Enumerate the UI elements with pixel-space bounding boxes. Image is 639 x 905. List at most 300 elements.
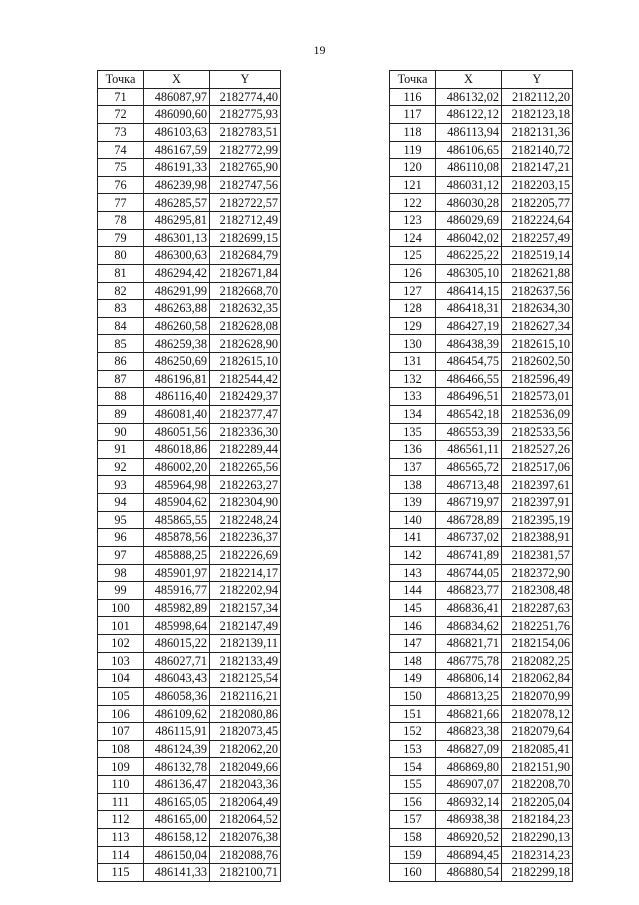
cell-point: 126 — [390, 264, 436, 282]
table-row — [98, 388, 281, 406]
table-row — [390, 758, 573, 776]
cell-x: 486542,18 — [436, 405, 502, 423]
table-row — [98, 176, 281, 194]
cell-x: 486821,66 — [436, 705, 502, 723]
cell-x: 486113,94 — [436, 123, 502, 141]
cell-y: 2182112,20 — [502, 88, 573, 106]
table-row — [98, 599, 281, 617]
cell-point: 160 — [390, 864, 436, 882]
table-row — [390, 388, 573, 406]
cell-x: 486496,51 — [436, 388, 502, 406]
cell-point: 101 — [98, 617, 144, 635]
cell-x: 486920,52 — [436, 828, 502, 846]
table-row — [390, 494, 573, 512]
cell-y: 2182202,94 — [210, 582, 281, 600]
cell-y: 2182205,77 — [502, 194, 573, 212]
cell-x: 486090,60 — [144, 106, 210, 124]
table-row — [390, 405, 573, 423]
table-row — [390, 635, 573, 653]
cell-y: 2182289,44 — [210, 441, 281, 459]
cell-y: 2182299,18 — [502, 864, 573, 882]
cell-x: 486291,99 — [144, 282, 210, 300]
cell-point: 151 — [390, 705, 436, 723]
cell-point: 123 — [390, 212, 436, 230]
cell-point: 84 — [98, 317, 144, 335]
cell-x: 486141,33 — [144, 864, 210, 882]
cell-y: 2182203,15 — [502, 176, 573, 194]
cell-y: 2182783,51 — [210, 123, 281, 141]
cell-point: 125 — [390, 247, 436, 265]
cell-x: 486295,81 — [144, 212, 210, 230]
table-row — [98, 617, 281, 635]
cell-point: 121 — [390, 176, 436, 194]
table-row — [98, 353, 281, 371]
cell-x: 486565,72 — [436, 458, 502, 476]
cell-y: 2182043,36 — [210, 776, 281, 794]
cell-y: 2182154,06 — [502, 635, 573, 653]
cell-x: 486806,14 — [436, 670, 502, 688]
cell-y: 2182078,12 — [502, 705, 573, 723]
table-row — [390, 282, 573, 300]
cell-point: 129 — [390, 317, 436, 335]
table-row — [98, 758, 281, 776]
cell-x: 485878,56 — [144, 529, 210, 547]
table-row — [98, 705, 281, 723]
table-row — [390, 529, 573, 547]
cell-y: 2182397,61 — [502, 476, 573, 494]
cell-y: 2182602,50 — [502, 353, 573, 371]
cell-x: 486775,78 — [436, 652, 502, 670]
cell-point: 104 — [98, 670, 144, 688]
cell-y: 2182596,49 — [502, 370, 573, 388]
cell-y: 2182100,71 — [210, 864, 281, 882]
cell-x: 485982,89 — [144, 599, 210, 617]
cell-x: 486414,15 — [436, 282, 502, 300]
cell-point: 73 — [98, 123, 144, 141]
cell-x: 486015,22 — [144, 635, 210, 653]
cell-y: 2182248,24 — [210, 511, 281, 529]
table-row — [98, 159, 281, 177]
cell-point: 82 — [98, 282, 144, 300]
cell-point: 95 — [98, 511, 144, 529]
table-row — [98, 776, 281, 794]
cell-x: 486427,19 — [436, 317, 502, 335]
cell-point: 113 — [98, 828, 144, 846]
cell-point: 135 — [390, 423, 436, 441]
table-row — [98, 811, 281, 829]
cell-y: 2182263,27 — [210, 476, 281, 494]
cell-point: 86 — [98, 353, 144, 371]
cell-point: 108 — [98, 740, 144, 758]
cell-x: 486018,86 — [144, 441, 210, 459]
cell-point: 79 — [98, 229, 144, 247]
cell-x: 486737,02 — [436, 529, 502, 547]
cell-point: 115 — [98, 864, 144, 882]
cell-point: 146 — [390, 617, 436, 635]
table-row — [390, 423, 573, 441]
table-row — [98, 264, 281, 282]
table-row — [390, 511, 573, 529]
table-row — [390, 476, 573, 494]
cell-point: 144 — [390, 582, 436, 600]
cell-x: 486027,71 — [144, 652, 210, 670]
cell-point: 138 — [390, 476, 436, 494]
cell-point: 133 — [390, 388, 436, 406]
cell-point: 110 — [98, 776, 144, 794]
cell-point: 140 — [390, 511, 436, 529]
cell-point: 130 — [390, 335, 436, 353]
cell-y: 2182062,84 — [502, 670, 573, 688]
cell-point: 158 — [390, 828, 436, 846]
table-row — [98, 564, 281, 582]
cell-x: 486894,45 — [436, 846, 502, 864]
cell-point: 97 — [98, 546, 144, 564]
cell-y: 2182722,57 — [210, 194, 281, 212]
cell-point: 116 — [390, 88, 436, 106]
table-row — [390, 458, 573, 476]
cell-point: 105 — [98, 687, 144, 705]
cell-x: 486122,12 — [436, 106, 502, 124]
table-row — [390, 828, 573, 846]
table-row — [98, 88, 281, 106]
cell-point: 132 — [390, 370, 436, 388]
cell-y: 2182082,25 — [502, 652, 573, 670]
cell-x: 486813,25 — [436, 687, 502, 705]
cell-y: 2182151,90 — [502, 758, 573, 776]
cell-x: 486109,62 — [144, 705, 210, 723]
table-row — [390, 776, 573, 794]
cell-x: 486031,12 — [436, 176, 502, 194]
cell-point: 112 — [98, 811, 144, 829]
cell-x: 486869,80 — [436, 758, 502, 776]
cell-point: 75 — [98, 159, 144, 177]
cell-point: 72 — [98, 106, 144, 124]
header-x: X — [144, 71, 210, 89]
table-header-row — [98, 71, 281, 89]
cell-point: 77 — [98, 194, 144, 212]
header-point: Точка — [390, 71, 436, 89]
table-row — [98, 670, 281, 688]
coordinates-table-right — [389, 70, 573, 882]
header-y: Y — [502, 71, 573, 89]
cell-point: 83 — [98, 300, 144, 318]
cell-point: 148 — [390, 652, 436, 670]
cell-y: 2182628,90 — [210, 335, 281, 353]
cell-x: 486136,47 — [144, 776, 210, 794]
cell-y: 2182308,48 — [502, 582, 573, 600]
cell-point: 153 — [390, 740, 436, 758]
cell-point: 141 — [390, 529, 436, 547]
cell-y: 2182775,93 — [210, 106, 281, 124]
table-row — [98, 441, 281, 459]
cell-x: 485865,55 — [144, 511, 210, 529]
cell-x: 486553,39 — [436, 423, 502, 441]
cell-y: 2182395,19 — [502, 511, 573, 529]
table-row — [390, 670, 573, 688]
cell-x: 486115,91 — [144, 723, 210, 741]
table-row — [98, 300, 281, 318]
cell-y: 2182116,21 — [210, 687, 281, 705]
cell-x: 486058,36 — [144, 687, 210, 705]
table-row — [98, 582, 281, 600]
table-row — [390, 740, 573, 758]
cell-y: 2182699,15 — [210, 229, 281, 247]
cell-point: 106 — [98, 705, 144, 723]
cell-point: 107 — [98, 723, 144, 741]
table-row — [98, 476, 281, 494]
table-row — [390, 811, 573, 829]
cell-point: 142 — [390, 546, 436, 564]
cell-y: 2182397,91 — [502, 494, 573, 512]
cell-y: 2182372,90 — [502, 564, 573, 582]
cell-point: 137 — [390, 458, 436, 476]
cell-y: 2182251,76 — [502, 617, 573, 635]
cell-y: 2182257,49 — [502, 229, 573, 247]
cell-point: 103 — [98, 652, 144, 670]
table-row — [390, 229, 573, 247]
cell-x: 486907,07 — [436, 776, 502, 794]
cell-point: 154 — [390, 758, 436, 776]
cell-y: 2182123,18 — [502, 106, 573, 124]
cell-y: 2182139,11 — [210, 635, 281, 653]
cell-x: 486106,65 — [436, 141, 502, 159]
cell-y: 2182226,69 — [210, 546, 281, 564]
cell-y: 2182544,42 — [210, 370, 281, 388]
cell-x: 486042,02 — [436, 229, 502, 247]
cell-point: 114 — [98, 846, 144, 864]
table-row — [390, 705, 573, 723]
cell-x: 486225,22 — [436, 247, 502, 265]
cell-point: 96 — [98, 529, 144, 547]
table-row — [98, 740, 281, 758]
table-row — [98, 687, 281, 705]
cell-y: 2182140,72 — [502, 141, 573, 159]
cell-point: 94 — [98, 494, 144, 512]
table-row — [390, 793, 573, 811]
table-row — [98, 141, 281, 159]
cell-y: 2182632,35 — [210, 300, 281, 318]
cell-point: 134 — [390, 405, 436, 423]
table-row — [390, 317, 573, 335]
cell-y: 2182080,86 — [210, 705, 281, 723]
table-row — [390, 212, 573, 230]
cell-y: 2182573,01 — [502, 388, 573, 406]
table-row — [98, 793, 281, 811]
table-row — [98, 370, 281, 388]
page-number: 19 — [313, 43, 326, 57]
cell-y: 2182205,04 — [502, 793, 573, 811]
cell-y: 2182772,99 — [210, 141, 281, 159]
cell-x: 486305,10 — [436, 264, 502, 282]
cell-y: 2182637,56 — [502, 282, 573, 300]
cell-x: 486466,55 — [436, 370, 502, 388]
table-row — [390, 564, 573, 582]
cell-x: 486418,31 — [436, 300, 502, 318]
cell-x: 486260,58 — [144, 317, 210, 335]
table-row — [390, 441, 573, 459]
cell-y: 2182429,37 — [210, 388, 281, 406]
cell-y: 2182517,06 — [502, 458, 573, 476]
table-row — [98, 546, 281, 564]
cell-y: 2182287,63 — [502, 599, 573, 617]
table-row — [390, 370, 573, 388]
table-row — [98, 494, 281, 512]
cell-y: 2182519,14 — [502, 247, 573, 265]
cell-point: 117 — [390, 106, 436, 124]
cell-x: 486438,39 — [436, 335, 502, 353]
cell-point: 157 — [390, 811, 436, 829]
cell-point: 156 — [390, 793, 436, 811]
header-point: Точка — [98, 71, 144, 89]
cell-y: 2182747,56 — [210, 176, 281, 194]
cell-y: 2182671,84 — [210, 264, 281, 282]
cell-y: 2182125,54 — [210, 670, 281, 688]
cell-x: 486043,43 — [144, 670, 210, 688]
cell-x: 486836,41 — [436, 599, 502, 617]
cell-point: 87 — [98, 370, 144, 388]
cell-x: 486300,63 — [144, 247, 210, 265]
cell-x: 486744,05 — [436, 564, 502, 582]
cell-x: 486116,40 — [144, 388, 210, 406]
cell-x: 486196,81 — [144, 370, 210, 388]
cell-x: 486087,97 — [144, 88, 210, 106]
cell-y: 2182290,13 — [502, 828, 573, 846]
cell-y: 2182076,38 — [210, 828, 281, 846]
cell-y: 2182133,49 — [210, 652, 281, 670]
cell-point: 119 — [390, 141, 436, 159]
cell-y: 2182049,66 — [210, 758, 281, 776]
cell-x: 486728,89 — [436, 511, 502, 529]
cell-point: 109 — [98, 758, 144, 776]
cell-point: 150 — [390, 687, 436, 705]
cell-y: 2182621,88 — [502, 264, 573, 282]
table-row — [390, 88, 573, 106]
table-row — [98, 458, 281, 476]
cell-y: 2182064,52 — [210, 811, 281, 829]
table-row — [98, 317, 281, 335]
cell-x: 486165,05 — [144, 793, 210, 811]
cell-x: 486719,97 — [436, 494, 502, 512]
cell-y: 2182377,47 — [210, 405, 281, 423]
table-row — [390, 247, 573, 265]
table-row — [98, 106, 281, 124]
cell-point: 127 — [390, 282, 436, 300]
cell-y: 2182265,56 — [210, 458, 281, 476]
cell-x: 486713,48 — [436, 476, 502, 494]
cell-y: 2182147,21 — [502, 159, 573, 177]
table-row — [390, 353, 573, 371]
cell-y: 2182236,37 — [210, 529, 281, 547]
cell-x: 485964,98 — [144, 476, 210, 494]
cell-y: 2182388,91 — [502, 529, 573, 547]
cell-point: 149 — [390, 670, 436, 688]
cell-x: 486823,38 — [436, 723, 502, 741]
cell-x: 486932,14 — [436, 793, 502, 811]
cell-point: 118 — [390, 123, 436, 141]
cell-y: 2182208,70 — [502, 776, 573, 794]
cell-point: 90 — [98, 423, 144, 441]
cell-x: 486165,00 — [144, 811, 210, 829]
table-row — [98, 864, 281, 882]
table-row — [98, 635, 281, 653]
cell-x: 486030,28 — [436, 194, 502, 212]
cell-x: 486150,04 — [144, 846, 210, 864]
cell-point: 159 — [390, 846, 436, 864]
cell-point: 128 — [390, 300, 436, 318]
cell-point: 111 — [98, 793, 144, 811]
table-row — [390, 723, 573, 741]
table-row — [98, 723, 281, 741]
table-row — [98, 828, 281, 846]
cell-point: 155 — [390, 776, 436, 794]
table-row — [390, 264, 573, 282]
cell-x: 486454,75 — [436, 353, 502, 371]
cell-point: 143 — [390, 564, 436, 582]
cell-point: 74 — [98, 141, 144, 159]
table-row — [390, 300, 573, 318]
header-x: X — [436, 71, 502, 89]
table-row — [390, 582, 573, 600]
table-row — [98, 282, 281, 300]
cell-point: 120 — [390, 159, 436, 177]
cell-y: 2182712,49 — [210, 212, 281, 230]
cell-point: 89 — [98, 405, 144, 423]
cell-x: 486263,88 — [144, 300, 210, 318]
cell-x: 486191,33 — [144, 159, 210, 177]
cell-y: 2182527,26 — [502, 441, 573, 459]
cell-x: 486827,09 — [436, 740, 502, 758]
table-row — [390, 176, 573, 194]
cell-x: 485888,25 — [144, 546, 210, 564]
cell-x: 486834,62 — [436, 617, 502, 635]
table-row — [390, 599, 573, 617]
table-row — [98, 212, 281, 230]
table-row — [390, 546, 573, 564]
cell-x: 486132,02 — [436, 88, 502, 106]
cell-x: 486259,38 — [144, 335, 210, 353]
cell-point: 102 — [98, 635, 144, 653]
cell-y: 2182157,34 — [210, 599, 281, 617]
cell-y: 2182184,23 — [502, 811, 573, 829]
cell-x: 486103,63 — [144, 123, 210, 141]
cell-x: 486124,39 — [144, 740, 210, 758]
cell-point: 78 — [98, 212, 144, 230]
table-header-row — [390, 71, 573, 89]
cell-x: 486938,38 — [436, 811, 502, 829]
cell-x: 486167,59 — [144, 141, 210, 159]
table-row — [98, 846, 281, 864]
cell-y: 2182615,10 — [502, 335, 573, 353]
cell-x: 486029,69 — [436, 212, 502, 230]
cell-point: 99 — [98, 582, 144, 600]
cell-point: 91 — [98, 441, 144, 459]
table-row — [390, 617, 573, 635]
cell-y: 2182085,41 — [502, 740, 573, 758]
table-row — [98, 529, 281, 547]
cell-x: 485998,64 — [144, 617, 210, 635]
cell-x: 486002,20 — [144, 458, 210, 476]
table-row — [390, 106, 573, 124]
cell-y: 2182684,79 — [210, 247, 281, 265]
cell-y: 2182628,08 — [210, 317, 281, 335]
cell-y: 2182079,64 — [502, 723, 573, 741]
cell-y: 2182536,09 — [502, 405, 573, 423]
cell-point: 152 — [390, 723, 436, 741]
cell-point: 81 — [98, 264, 144, 282]
cell-y: 2182088,76 — [210, 846, 281, 864]
cell-point: 98 — [98, 564, 144, 582]
table-row — [390, 864, 573, 882]
